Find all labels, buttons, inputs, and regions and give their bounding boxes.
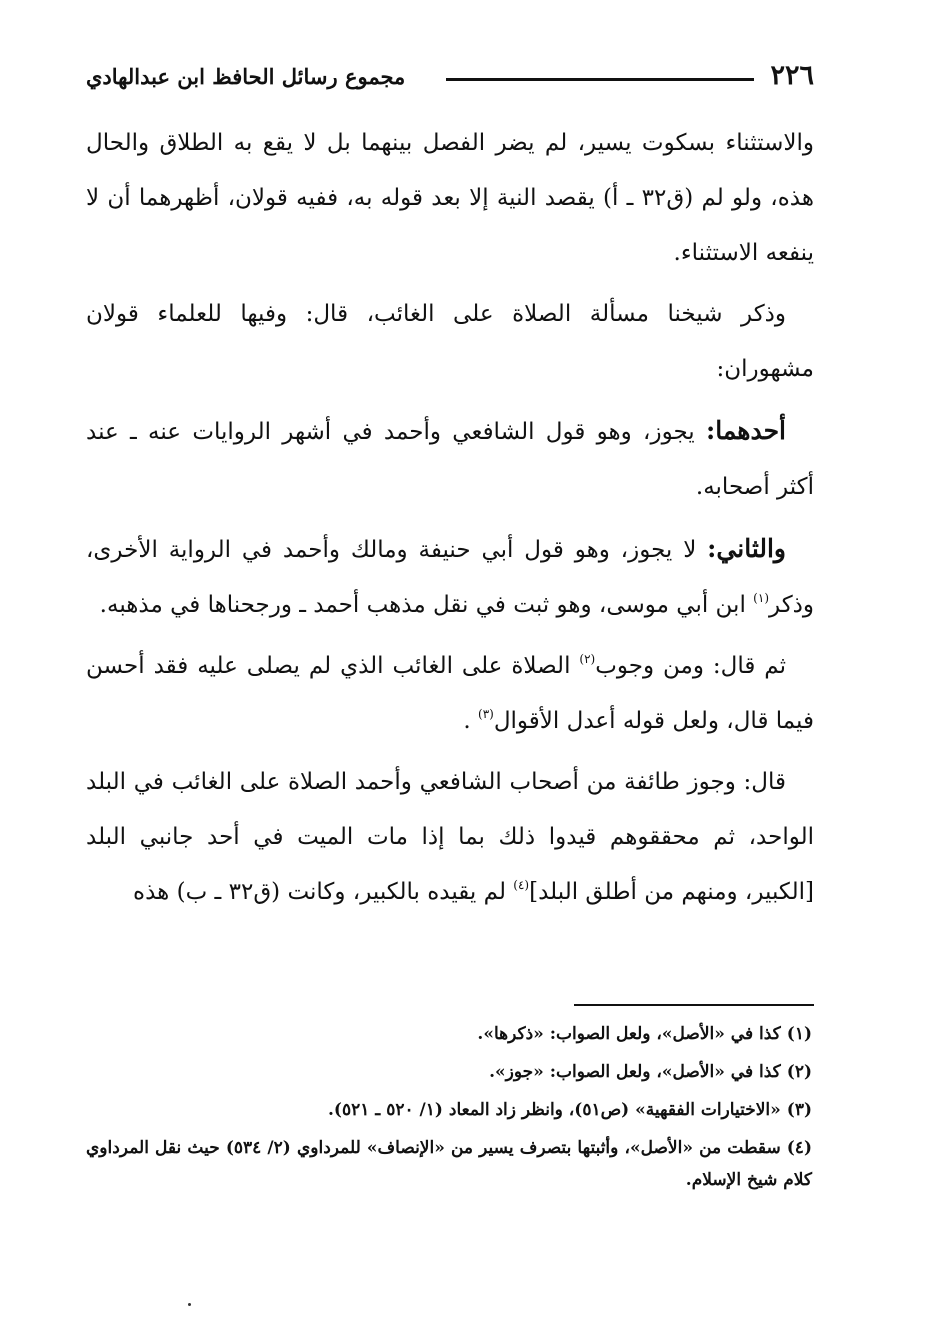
- paragraph-3: [86, 403, 814, 515]
- paragraph-4: [86, 521, 814, 633]
- footnote-number: (١): [786, 1024, 812, 1044]
- footnote-ref-4[interactable]: (٤): [513, 878, 530, 892]
- paragraph-1-text: والاستثناء بسكوت يسير، لم يضر الفصل بينهما بل لا يقع به الطلاق والحال هذه، ولو لم (ق٣٢ ـ أ) يقصد النية إلا بعد قوله به، ففيه قولان، أظهرهما أن لا ينفعه الاستثناء.: [86, 130, 814, 266]
- paragraph-1: [86, 116, 814, 281]
- page-body: [86, 116, 814, 926]
- footnote-ref-1[interactable]: (١): [753, 591, 769, 605]
- paragraph-5-text-c: .: [463, 708, 478, 734]
- footnote-text: كذا في «الأصل»، ولعل الصواب: «ذكرها».: [477, 1024, 781, 1044]
- page-number: ٢٢٦: [770, 60, 814, 91]
- paragraph-3-lead: أحدهما:: [705, 416, 786, 445]
- header-rule: [446, 78, 754, 81]
- footnote-ref-2[interactable]: (٢): [579, 652, 596, 666]
- footnote-number: (٤): [786, 1138, 812, 1158]
- footnote-number: (٢): [786, 1062, 812, 1082]
- footnote-text: سقطت من «الأصل»، وأثبتها بتصرف يسير من «الإنصاف» للمرداوي (٢/ ٥٣٤) حيث نقل المرداوي كلام شيخ الإسلام.: [86, 1138, 812, 1190]
- paragraph-5-text-a: ثم قال: ومن وجوب: [595, 653, 787, 679]
- footnote-2: [86, 1056, 812, 1088]
- footnote-text: «الاختيارات الفقهية» (ص٥١)، وانظر زاد المعاد (١/ ٥٢٠ ـ ٥٢١).: [328, 1100, 781, 1120]
- paragraph-6: [86, 755, 814, 920]
- paragraph-6-text-a: قال: وجوز طائفة من أصحاب الشافعي وأحمد الصلاة على الغائب في البلد الواحد، ثم محققوهم قيدوا ذلك بما إذا مات الميت في أحد جانبي البلد [الكبير، ومنهم من أطلق البلد]: [86, 769, 814, 905]
- footnote-separator: [574, 1004, 814, 1006]
- page-header: [86, 58, 814, 98]
- running-title: مجموع رسائل الحافظ ابن عبدالهادي: [86, 64, 406, 89]
- paragraph-4-lead: والثاني:: [707, 534, 786, 563]
- paragraph-4-text-a: لا يجوز، وهو قول أبي حنيفة ومالك وأحمد في الرواية الأخرى، وذكر: [86, 537, 814, 618]
- footnote-number: (٣): [786, 1100, 812, 1120]
- paragraph-6-text-b: لم يقيده بالكبير، وكانت (ق٣٢ ـ ب) هذه: [133, 879, 514, 905]
- paragraph-3-text: يجوز، وهو قول الشافعي وأحمد في أشهر الروايات عنه ـ عند أكثر أصحابه.: [86, 419, 814, 500]
- footnote-4: [86, 1132, 812, 1196]
- paragraph-5: [86, 639, 814, 749]
- footnote-1: [86, 1018, 812, 1050]
- paragraph-2-text: وذكر شيخنا مسألة الصلاة على الغائب، قال: وفيها للعلماء قولان مشهوران:: [86, 301, 814, 382]
- paragraph-2: [86, 287, 814, 397]
- paragraph-5-text-b: الصلاة على الغائب الذي لم يصلى عليه فقد أحسن فيما قال، ولعل قوله أعدل الأقوال: [86, 653, 814, 734]
- footnote-ref-3[interactable]: (٣): [478, 707, 494, 721]
- footnotes: [86, 1018, 812, 1202]
- footnote-3: [86, 1094, 812, 1126]
- footnote-text: كذا في «الأصل»، ولعل الصواب: «جوز».: [489, 1062, 781, 1082]
- paragraph-4-text-b: ابن أبي موسى، وهو ثبت في نقل مذهب أحمد ـ ورجحناها في مذهبه.: [99, 592, 754, 618]
- scan-speck: [188, 1303, 191, 1306]
